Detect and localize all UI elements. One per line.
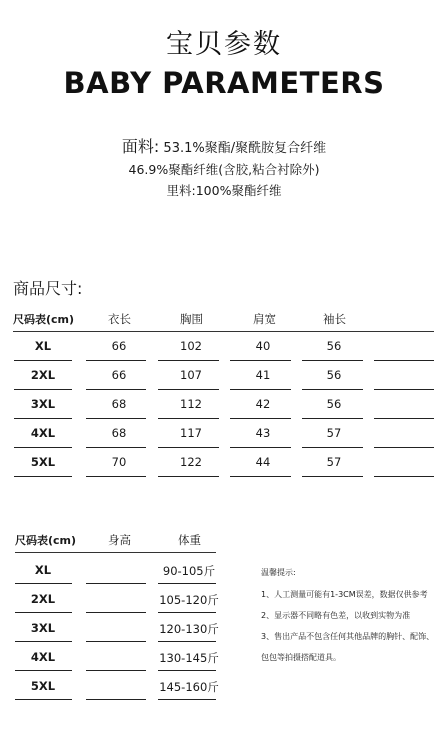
shoulder-cell: 40 [255, 339, 271, 353]
row-underline [302, 360, 363, 361]
page-title-chinese: 宝贝参数 [166, 29, 282, 60]
row-underline [374, 360, 434, 361]
row-underline [15, 641, 72, 642]
row-underline [158, 670, 216, 671]
shoulder-cell: 44 [255, 455, 271, 469]
size-cell: XL [34, 339, 52, 353]
sleeve-cell: 56 [326, 339, 342, 353]
row-underline [374, 418, 434, 419]
row-underline [15, 612, 72, 613]
size-cell: XL [34, 563, 52, 577]
note-item: 1、人工测量可能有1-3CM误差，数据仅供参考 [261, 590, 428, 599]
sleeve-cell: 56 [326, 397, 342, 411]
weight-cell: 120-130斤 [159, 622, 219, 636]
row-underline [14, 360, 72, 361]
row-underline [230, 418, 291, 419]
row-underline [158, 418, 219, 419]
row-underline [302, 447, 363, 448]
weight-cell: 130-145斤 [159, 651, 219, 665]
row-underline [86, 612, 146, 613]
shoulder-cell: 41 [255, 368, 271, 382]
note-item: 包包等拍摄搭配道具。 [261, 653, 341, 662]
length-cell: 66 [111, 339, 127, 353]
row-underline [86, 476, 146, 477]
length-cell: 68 [111, 397, 127, 411]
row-underline [158, 641, 216, 642]
row-underline [14, 389, 72, 390]
size-table-header-divider [13, 331, 434, 332]
row-underline [158, 612, 216, 613]
chest-cell: 122 [180, 455, 202, 469]
fit-table-header-size: 尺码表(cm) [15, 534, 77, 547]
chest-cell: 107 [180, 368, 202, 382]
chest-cell: 102 [180, 339, 202, 353]
row-underline [374, 447, 434, 448]
note-item: 2、显示器不同略有色差，以收到实物为准 [261, 611, 411, 620]
fabric-composition: 53.1%聚酯/聚酰胺复合纤维 [163, 141, 327, 156]
row-underline [86, 670, 146, 671]
section-title: 商品尺寸: [13, 279, 83, 298]
row-underline [158, 476, 219, 477]
row-underline [158, 389, 219, 390]
size-cell: 4XL [30, 650, 56, 664]
row-underline [86, 699, 146, 700]
chest-cell: 112 [180, 397, 202, 411]
size-cell: 4XL [30, 426, 56, 440]
row-underline [86, 447, 146, 448]
size-cell: 2XL [30, 592, 56, 606]
size-table-header-shoulder: 肩宽 [253, 312, 276, 326]
row-underline [302, 476, 363, 477]
row-underline [14, 418, 72, 419]
row-underline [230, 447, 291, 448]
row-underline [14, 476, 72, 477]
shoulder-cell: 43 [255, 426, 271, 440]
row-underline [230, 476, 291, 477]
size-cell: 5XL [30, 679, 56, 693]
weight-cell: 90-105斤 [162, 564, 216, 578]
row-underline [302, 418, 363, 419]
sleeve-cell: 56 [326, 368, 342, 382]
length-cell: 70 [111, 455, 127, 469]
size-cell: 3XL [30, 397, 56, 411]
note-item: 3、售出产品不包含任何其他品牌的胸针、配饰、 [261, 632, 435, 641]
row-underline [15, 670, 72, 671]
row-underline [230, 360, 291, 361]
size-table-header-sleeve: 袖长 [323, 312, 346, 326]
row-underline [158, 447, 219, 448]
size-table-header-size: 尺码表(cm) [13, 313, 75, 326]
row-underline [374, 389, 434, 390]
row-underline [158, 699, 216, 700]
lining-line: 里料:100%聚酯纤维 [166, 183, 282, 198]
row-underline [86, 641, 146, 642]
weight-cell: 105-120斤 [159, 593, 219, 607]
size-table-header-chest: 胸围 [180, 312, 203, 326]
row-underline [86, 583, 146, 584]
sleeve-cell: 57 [326, 455, 342, 469]
row-underline [15, 583, 72, 584]
sleeve-cell: 57 [326, 426, 342, 440]
row-underline [86, 360, 146, 361]
length-cell: 66 [111, 368, 127, 382]
size-cell: 3XL [30, 621, 56, 635]
size-table-header-length: 衣长 [108, 312, 131, 326]
row-underline [86, 389, 146, 390]
fit-table-header-weight: 体重 [178, 533, 201, 547]
weight-cell: 145-160斤 [159, 680, 219, 694]
notes-title: 温馨提示: [261, 568, 296, 577]
fit-table-header-divider [15, 552, 216, 553]
size-cell: 2XL [30, 368, 56, 382]
row-underline [158, 583, 216, 584]
row-underline [14, 447, 72, 448]
length-cell: 68 [111, 426, 127, 440]
fabric-line-2: 46.9%聚酯纤维(含胶,粘合衬除外) [128, 162, 320, 177]
size-cell: 5XL [30, 455, 56, 469]
row-underline [230, 389, 291, 390]
row-underline [302, 389, 363, 390]
row-underline [86, 418, 146, 419]
row-underline [15, 699, 72, 700]
row-underline [158, 360, 219, 361]
fit-table-header-height: 身高 [108, 533, 131, 547]
page-title-english: BABY PARAMETERS [63, 66, 385, 100]
fabric-label: 面料: [121, 137, 160, 156]
fabric-line-1 [0, 134, 448, 157]
chest-cell: 117 [180, 426, 202, 440]
row-underline [374, 476, 434, 477]
shoulder-cell: 42 [255, 397, 271, 411]
